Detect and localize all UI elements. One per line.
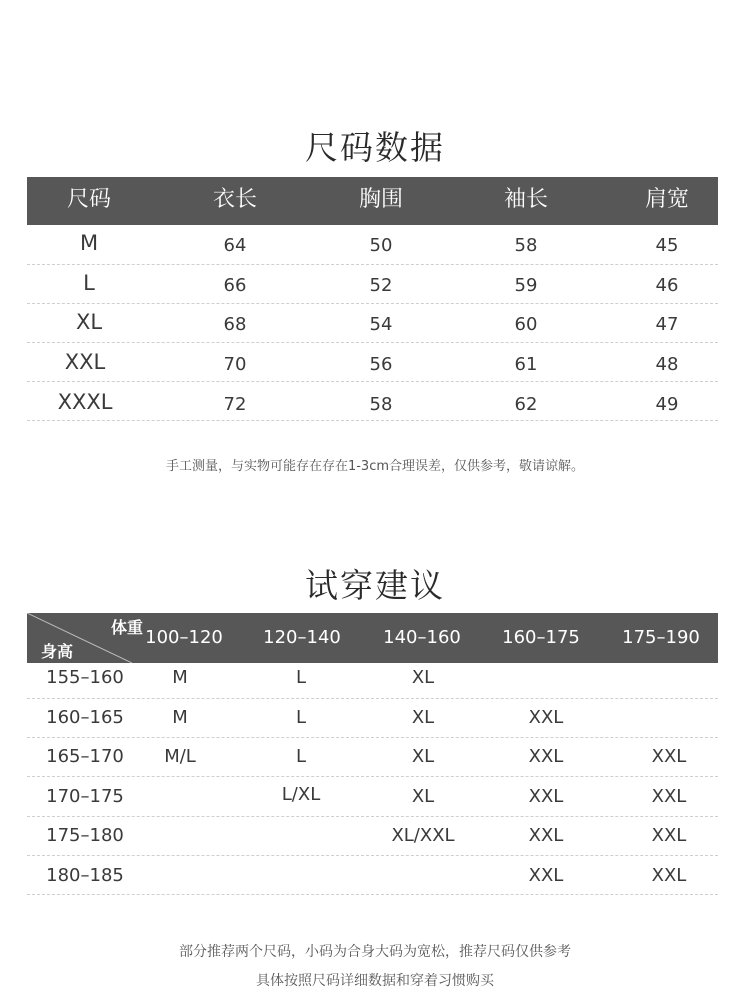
row-divider bbox=[27, 894, 718, 895]
row-divider bbox=[27, 381, 718, 382]
chest-cell: 58 bbox=[369, 394, 393, 415]
chest-cell: 54 bbox=[369, 314, 393, 335]
shoulder-cell: 46 bbox=[655, 275, 679, 296]
size-cell: L bbox=[83, 271, 95, 295]
fit-cell: M bbox=[172, 667, 188, 688]
size-cell: XXL bbox=[64, 350, 106, 374]
row-divider bbox=[27, 855, 718, 856]
length-cell: 70 bbox=[223, 354, 247, 375]
fit-cell: XL/XXL bbox=[391, 825, 455, 846]
row-divider bbox=[27, 303, 718, 304]
height-cell: 180–185 bbox=[46, 865, 124, 886]
length-cell: 72 bbox=[223, 394, 247, 415]
fit-cell: XL bbox=[411, 707, 435, 728]
shoulder-cell: 45 bbox=[655, 235, 679, 256]
corner-weight-label: 体重 bbox=[111, 618, 144, 637]
length-cell: 68 bbox=[223, 314, 247, 335]
fit-cell: L bbox=[295, 667, 307, 688]
fit-cell: XXL bbox=[528, 865, 564, 886]
header-weight-3: 140–160 bbox=[383, 627, 461, 648]
fit-cell: L bbox=[295, 707, 307, 728]
length-cell: 64 bbox=[223, 235, 247, 256]
fit-cell: XXL bbox=[651, 786, 687, 807]
height-cell: 175–180 bbox=[46, 825, 124, 846]
row-divider bbox=[27, 698, 718, 699]
fit-cell: XXL bbox=[528, 825, 564, 846]
fit-cell: M/L bbox=[164, 746, 196, 767]
row-divider bbox=[27, 420, 718, 421]
size-table-note: 手工测量，与实物可能存在存在1-3cm合理误差，仅供参考，敬请谅解。 bbox=[165, 459, 585, 474]
sleeve-cell: 61 bbox=[514, 354, 538, 375]
fit-cell: XL bbox=[411, 667, 435, 688]
header-shoulder: 肩宽 bbox=[644, 187, 690, 212]
header-weight-5: 175–190 bbox=[622, 627, 700, 648]
header-sleeve: 袖长 bbox=[503, 187, 549, 212]
header-length: 衣长 bbox=[212, 187, 258, 212]
fit-cell: M bbox=[172, 707, 188, 728]
fit-table-note-line1: 部分推荐两个尺码，小码为合身大码为宽松，推荐尺码仅供参考 bbox=[179, 944, 571, 960]
sleeve-cell: 59 bbox=[514, 275, 538, 296]
chest-cell: 50 bbox=[369, 235, 393, 256]
length-cell: 66 bbox=[223, 275, 247, 296]
header-weight-2: 120–140 bbox=[263, 627, 341, 648]
fit-cell: XXL bbox=[528, 786, 564, 807]
chest-cell: 56 bbox=[369, 354, 393, 375]
header-size: 尺码 bbox=[66, 187, 112, 212]
shoulder-cell: 47 bbox=[655, 314, 679, 335]
height-cell: 155–160 bbox=[46, 667, 124, 688]
fit-cell: L bbox=[295, 746, 307, 767]
fit-cell: XXL bbox=[651, 825, 687, 846]
shoulder-cell: 49 bbox=[655, 394, 679, 415]
fit-cell: XXL bbox=[528, 746, 564, 767]
fit-cell: XL bbox=[411, 786, 435, 807]
row-divider bbox=[27, 342, 718, 343]
sleeve-cell: 60 bbox=[514, 314, 538, 335]
sleeve-cell: 62 bbox=[514, 394, 538, 415]
chest-cell: 52 bbox=[369, 275, 393, 296]
size-table-header bbox=[27, 177, 718, 225]
row-divider bbox=[27, 776, 718, 777]
fit-cell: XXL bbox=[651, 865, 687, 886]
shoulder-cell: 48 bbox=[655, 354, 679, 375]
size-cell: XL bbox=[75, 310, 103, 334]
corner-diagonal-line bbox=[27, 613, 132, 663]
row-divider bbox=[27, 264, 718, 265]
header-chest: 胸围 bbox=[358, 187, 404, 212]
header-weight-4: 160–175 bbox=[502, 627, 580, 648]
fit-cell: L/XL bbox=[281, 784, 321, 805]
size-cell: XXXL bbox=[57, 390, 113, 414]
size-cell: M bbox=[79, 231, 99, 255]
height-cell: 170–175 bbox=[46, 786, 124, 807]
corner-height-label: 身高 bbox=[41, 642, 74, 661]
fit-cell: XL bbox=[411, 746, 435, 767]
fit-cell: XXL bbox=[528, 707, 564, 728]
size-table-title: 尺码数据 bbox=[305, 128, 445, 167]
fit-cell: XXL bbox=[651, 746, 687, 767]
height-cell: 160–165 bbox=[46, 707, 124, 728]
fit-table-title: 试穿建议 bbox=[305, 566, 445, 605]
row-divider bbox=[27, 816, 718, 817]
header-weight-1: 100–120 bbox=[145, 627, 223, 648]
sleeve-cell: 58 bbox=[514, 235, 538, 256]
height-cell: 165–170 bbox=[46, 746, 124, 767]
row-divider bbox=[27, 737, 718, 738]
fit-table-note-line2: 具体按照尺码详细数据和穿着习惯购买 bbox=[256, 973, 494, 989]
